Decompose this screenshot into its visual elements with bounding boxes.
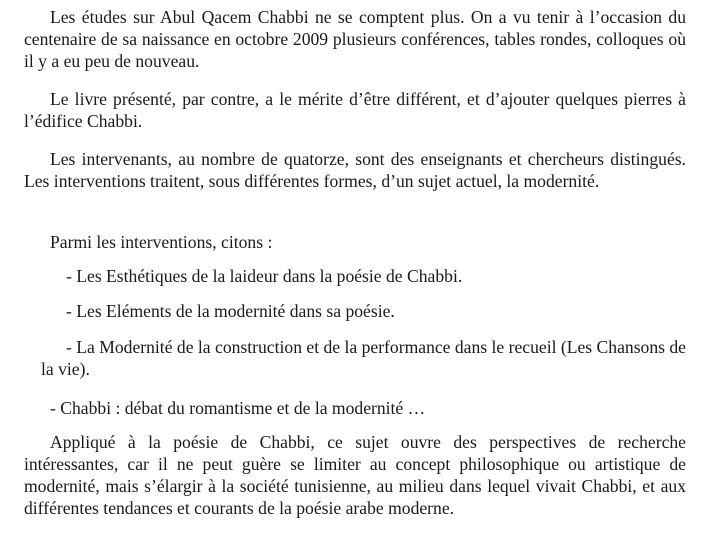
paragraph-closing: Appliqué à la poésie de Chabbi, ce sujet ouvre des perspectives de recherche intéressantes, car il ne peut guère se limiter au concept philosophique ou artistique de modernité, mais s’élargir à la société tunisienne, au milieu dans lequel vivait Chabbi, et aux différentes tendances et courants de la poésie arabe moderne. <box>24 432 686 518</box>
list-item-romantisme: - Chabbi : débat du romantisme et de la modernité … <box>50 398 426 418</box>
list-item-esthetiques: - Les Esthétiques de la laideur dans la poésie de Chabbi. <box>66 266 463 286</box>
paragraph-interventions-intro: Parmi les interventions, citons : <box>50 232 273 252</box>
paragraph-speakers: Les intervenants, au nombre de quatorze, sont des enseignants et chercheurs distingués. Les interventions traitent, sous différentes formes, d’un sujet actuel, la modernité. <box>24 149 686 191</box>
list-item-elements: - Les Eléments de la modernité dans sa poésie. <box>66 301 395 321</box>
paragraph-intro: Les études sur Abul Qacem Chabbi ne se comptent plus. On a vu tenir à l’occasion du centenaire de sa naissance en octobre 2009 plusieurs conférences, tables rondes, colloques où il y a eu peu de nouveau. <box>24 7 686 71</box>
paragraph-book: Le livre présenté, par contre, a le mérite d’être différent, et d’ajouter quelques pierres à l’édifice Chabbi. <box>24 89 686 131</box>
list-item-construction: - La Modernité de la construction et de la performance dans le recueil (Les Chansons de la vie). <box>41 337 686 379</box>
